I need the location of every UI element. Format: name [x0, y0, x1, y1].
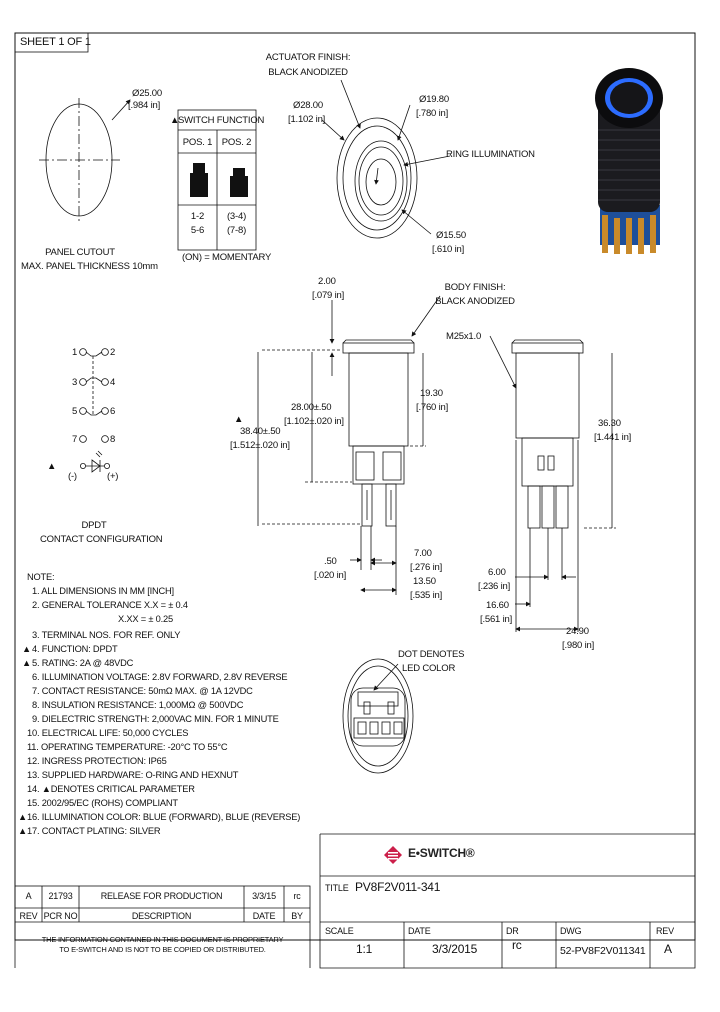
terminal-3: 3 — [72, 377, 78, 388]
contact-config-label: CONTACT CONFIGURATION — [40, 534, 163, 545]
d3630-mm: 36.30 — [598, 418, 621, 429]
note-marker: ▲ — [22, 658, 32, 668]
rev-value: A — [25, 891, 32, 901]
d050-mm: .50 — [324, 556, 337, 567]
terminal-6: 6 — [110, 406, 116, 417]
dwg-label: DWG — [560, 926, 582, 936]
thread-spec: M25x1.0 — [446, 331, 482, 342]
dia28-mm: Ø28.00 — [293, 100, 323, 111]
note-line: 5. RATING: 2A @ 48VDC — [32, 658, 134, 668]
proprietary-line-1: THE INFORMATION CONTAINED IN THIS DOCUMENT IS PROPRIETARY — [41, 935, 284, 944]
scale-label: SCALE — [325, 926, 354, 936]
title-label: TITLE — [325, 883, 349, 893]
critical-marker-2: ▲ — [234, 414, 244, 425]
contact-type-label: DPDT — [81, 520, 107, 531]
critical-marker: ▲ — [170, 115, 180, 126]
note-line: 15. 2002/95/EC (ROHS) COMPLIANT — [27, 798, 178, 808]
part-title: PV8F2V011-341 — [355, 880, 441, 894]
terminal-5: 5 — [72, 406, 78, 417]
momentary-legend: (ON) = MOMENTARY — [182, 252, 272, 263]
dia15-mm: Ø15.50 — [436, 230, 466, 241]
rev-label: REV — [656, 926, 674, 936]
d3840-in: [1.512±.020 in] — [230, 440, 290, 451]
pos1-header: POS. 1 — [182, 137, 213, 148]
note-line: 4. FUNCTION: DPDT — [32, 644, 118, 654]
terminal-8: 8 — [110, 434, 116, 445]
note-line: 16. ILLUMINATION COLOR: BLUE (FORWARD), BLUE (REVERSE) — [27, 812, 301, 822]
body-finish-value: BLACK ANODIZED — [435, 296, 515, 307]
d2800-mm: 28.00±.50 — [291, 402, 332, 413]
dia19-mm: Ø19.80 — [419, 94, 449, 105]
note-marker: ▲ — [22, 644, 32, 654]
d600-in: [.236 in] — [478, 581, 511, 592]
d1930-mm: 19.30 — [420, 388, 443, 399]
actuator-finish-value: BLACK ANODIZED — [268, 67, 348, 78]
cutout-dia-mm: Ø25.00 — [132, 88, 162, 99]
critical-marker-3: ▲ — [47, 461, 57, 472]
pos1-terms-b: 5-6 — [190, 225, 205, 236]
d600-mm: 6.00 — [488, 567, 506, 578]
note-line: 12. INGRESS PROTECTION: IP65 — [27, 756, 167, 766]
pos2-terms-a: (3-4) — [226, 211, 247, 222]
dia28-in: [1.102 in] — [288, 114, 326, 125]
date-value: 3/3/2015 — [432, 942, 478, 956]
note-line: 14. ▲DENOTES CRITICAL PARAMETER — [27, 784, 195, 794]
d2490-mm: 24.90 — [566, 626, 589, 637]
h-pcr: PCR NO — [43, 911, 78, 921]
d3630-in: [1.441 in] — [594, 432, 632, 443]
d050-in: [.020 in] — [314, 570, 347, 581]
dia19-in: [.780 in] — [416, 108, 449, 119]
d1350-mm: 13.50 — [413, 576, 436, 587]
note-line: 9. DIELECTRIC STRENGTH: 2,000VAC MIN. FOR 1 MINUTE — [32, 714, 279, 724]
rev-by: rc — [293, 891, 301, 901]
d700-in: [.276 in] — [410, 562, 443, 573]
terminal-7: 7 — [72, 434, 78, 445]
d3840-mm: 38.40±.50 — [240, 426, 281, 437]
dia15-in: [.610 in] — [432, 244, 465, 255]
note-line: 8. INSULATION RESISTANCE: 1,000MΩ @ 500VDC — [32, 700, 244, 710]
terminal-4: 4 — [110, 377, 116, 388]
pos1-terms-a: 1-2 — [190, 211, 205, 222]
proprietary-line-2: TO E-SWITCH AND IS NOT TO BE COPIED OR DISTRIBUTED. — [59, 945, 266, 954]
d700-mm: 7.00 — [414, 548, 432, 559]
scale-value: 1:1 — [356, 942, 373, 956]
dwg-number: 52-PV8F2V011341 — [560, 945, 646, 957]
d200-mm: 2.00 — [318, 276, 336, 287]
note-marker: ▲ — [18, 826, 28, 836]
ring-illumination-label: RING ILLUMINATION — [446, 149, 535, 160]
d1660-mm: 16.60 — [486, 600, 509, 611]
d2800-in: [1.102±.020 in] — [284, 416, 344, 427]
h-by: BY — [291, 911, 303, 921]
led-plus: (+) — [107, 471, 119, 482]
note-line: 3. TERMINAL NOS. FOR REF. ONLY — [32, 630, 181, 640]
note-line: 10. ELECTRICAL LIFE: 50,000 CYCLES — [27, 728, 189, 738]
note-line: 11. OPERATING TEMPERATURE: -20°C TO 55°C — [27, 742, 228, 752]
actuator-finish-label: ACTUATOR FINISH: — [265, 52, 351, 63]
terminal-1: 1 — [72, 347, 78, 358]
h-description: DESCRIPTION — [131, 911, 192, 921]
note-line: 13. SUPPLIED HARDWARE: O-RING AND HEXNUT — [27, 770, 239, 780]
panel-cutout-label: PANEL CUTOUT — [45, 247, 115, 258]
note-line: X.XX = ± 0.25 — [118, 614, 173, 624]
led-minus: (-) — [68, 471, 77, 482]
note-line: 6. ILLUMINATION VOLTAGE: 2.8V FORWARD, 2.8V REVERSE — [32, 672, 288, 682]
rev-letter: A — [664, 942, 672, 956]
date-label: DATE — [408, 926, 431, 936]
d2490-in: [.980 in] — [562, 640, 595, 651]
note-line: 17. CONTACT PLATING: SILVER — [27, 826, 161, 836]
brand-name: E•SWITCH® — [408, 846, 475, 860]
terminal-2: 2 — [110, 347, 116, 358]
rev-date: 3/3/15 — [252, 891, 276, 901]
d200-in: [.079 in] — [312, 290, 345, 301]
note-line: 1. ALL DIMENSIONS IN MM [INCH] — [32, 586, 174, 596]
pos2-header: POS. 2 — [221, 137, 252, 148]
pcr-value: 21793 — [48, 891, 73, 901]
dr-label: DR — [506, 926, 519, 936]
panel-thickness-label: MAX. PANEL THICKNESS 10mm — [21, 261, 158, 272]
rev-description: RELEASE FOR PRODUCTION — [100, 891, 223, 901]
eswitch-logo-mark — [384, 846, 402, 864]
dot-denotes-label: DOT DENOTES — [398, 649, 465, 660]
d1660-in: [.561 in] — [480, 614, 513, 625]
product-render — [595, 68, 663, 254]
note-marker: ▲ — [18, 812, 28, 822]
cutout-dia-in: [.984 in] — [128, 100, 161, 111]
d1930-in: [.760 in] — [416, 402, 449, 413]
notes-header: NOTE: — [27, 572, 55, 582]
led-color-label: LED COLOR — [402, 663, 456, 674]
body-finish-label: BODY FINISH: — [444, 282, 506, 293]
pos2-terms-b: (7-8) — [226, 225, 247, 236]
note-line: 2. GENERAL TOLERANCE X.X = ± 0.4 — [32, 600, 188, 610]
sheet-label: SHEET 1 OF 1 — [20, 36, 91, 48]
switch-function-title: SWITCH FUNCTION — [178, 115, 265, 126]
d1350-in: [.535 in] — [410, 590, 443, 601]
note-line: 7. CONTACT RESISTANCE: 50mΩ MAX. @ 1A 12VDC — [32, 686, 253, 696]
h-rev: REV — [19, 911, 38, 921]
dr-value: rc — [512, 938, 522, 952]
h-date: DATE — [252, 911, 276, 921]
